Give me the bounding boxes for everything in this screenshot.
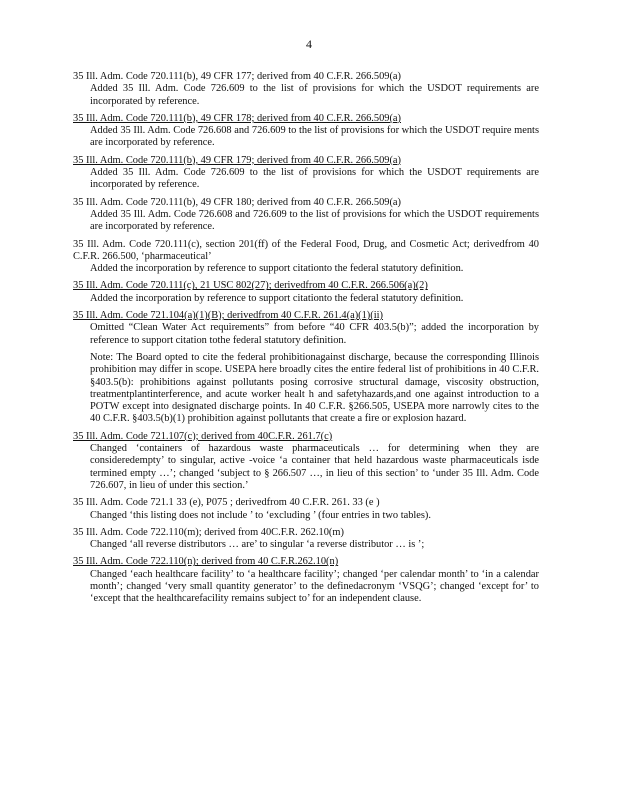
entry-description: Added the incorporation by reference to support citationto the federal statutory definition. [90, 263, 464, 275]
entry-description: Changed ‘containers of hazardous waste pharmaceuticals … for determining when they are consideredempty’ to singular, active -voice ‘a container that held hazardous waste pharmaceuticals isde termined empty …’; changed ‘subject to § 266.507 …, in lieu of this section’ to ‘under 35 Ill. Adm. Code 726.607, in lieu of under this section.’ [90, 443, 539, 491]
entry [73, 113, 539, 150]
entry-citation: 35 Ill. Adm. Code 720.111(b), 49 CFR 178; derived from 40 C.F.R. 266.509(a) [73, 112, 401, 124]
entry-citation: 35 Ill. Adm. Code 720.111(c), 21 USC 802(27); derivedfrom 40 C.F.R. 266.506(a)(2) [73, 280, 428, 292]
entry [73, 280, 539, 305]
entry [73, 497, 539, 522]
entry-description: Omitted “Clean Water Act requirements” from before “40 CFR 403.5(b)”; added the incorporation by reference to support citation tothe federal statutory definition. [90, 322, 539, 346]
entry-citation: 35 Ill. Adm. Code 720.111(b), 49 CFR 180; derived from 40 C.F.R. 266.509(a) [73, 196, 401, 208]
entry-citation: 35 Ill. Adm. Code 721.104(a)(1)(B); derivedfrom 40 C.F.R. 261.4(a)(1)(ii) [73, 310, 383, 322]
page-number: 4 [306, 37, 312, 51]
entry-description: Added 35 Ill. Adm. Code 726.608 and 726.609 to the list of provisions for which the USDOT require ments are incorporated by reference. [90, 125, 539, 149]
entry-citation: 35 Ill. Adm. Code 721.107(c); derived from 40C.F.R. 261.7(c) [73, 430, 333, 442]
entry-citation: 35 Ill. Adm. Code 720.111(b), 49 CFR 177; derived from 40 C.F.R. 266.509(a) [73, 71, 401, 82]
entry-citation: 35 Ill. Adm. Code 722.110(n); derived from 40 C.F.R.262.10(n) [73, 556, 339, 568]
entry [73, 197, 539, 234]
entry [73, 155, 539, 192]
entry-description: Added 35 Ill. Adm. Code 726.609 to the list of provisions for which the USDOT requirements are incorporated by reference. [90, 83, 539, 107]
entry-note: Note: The Board opted to cite the federal prohibitionagainst discharge, because the corresponding Illinois prohibition may differ in scope. USEPA here broadly cites the entire federal list of prohibitions in 40 C.F.R. §403.5(b): prohibitions against pollutants posing corrosive structural damage, viscosity obstruction, treatmentplantinterference, and acute worker healt h and safetyhazards,and one against introduction to a POTW except into designated discharge points. In 40 C.F.R. §266.505, USEPA more narrowly cites to the 40 C.F.R. §403.5(b)(1) prohibition against pollutants that create a fire or explosion hazard. [90, 351, 539, 425]
entry-description: Changed ‘all reverse distributors … are’ to singular ‘a reverse distributor … is ’; [90, 539, 425, 551]
entry-citation: 35 Ill. Adm. Code 722.110(m); derived from 40C.F.R. 262.10(m) [73, 526, 344, 538]
entry-description: Changed ‘this listing does not include ’ to ‘excluding ’ (four entries in two tables). [90, 509, 431, 521]
entry [73, 527, 539, 552]
entry [73, 239, 539, 276]
entry [73, 431, 539, 492]
document-body [73, 71, 539, 611]
entry-description: Changed ‘each healthcare facility’ to ‘a healthcare facility’; changed ‘per calendar month’ to ‘in a calendar month’; changed ‘very small quantity generator’ to the definedacronym ‘VSQG’; changed ‘except for’ to ‘except that the healthcarefacility remains subject to’ for an independent clause. [90, 568, 539, 605]
entry-description: Added the incorporation by reference to support citationto the federal statutory definition. [90, 292, 464, 304]
entry-description: Added 35 Ill. Adm. Code 726.609 to the list of provisions for which the USDOT requirements are incorporated by reference. [90, 167, 539, 191]
entry [73, 71, 539, 108]
entry [73, 310, 539, 426]
entry-citation: 35 Ill. Adm. Code 720.111(b), 49 CFR 179; derived from 40 C.F.R. 266.509(a) [73, 154, 401, 166]
entry-citation: 35 Ill. Adm. Code 721.1 33 (e), P075 ; derivedfrom 40 C.F.R. 261. 33 (e ) [73, 497, 380, 509]
entry [73, 556, 539, 605]
entry-citation: 35 Ill. Adm. Code 720.111(c), section 201(ff) of the Federal Food, Drug, and Cosmetic Act; derivedfrom 40 C.F.R. 266.500, ‘pharmaceutical’ [73, 238, 539, 262]
entry-description: Added 35 Ill. Adm. Code 726.608 and 726.609 to the list of provisions for which the USDOT requirements are incorporated by reference. [90, 208, 539, 233]
